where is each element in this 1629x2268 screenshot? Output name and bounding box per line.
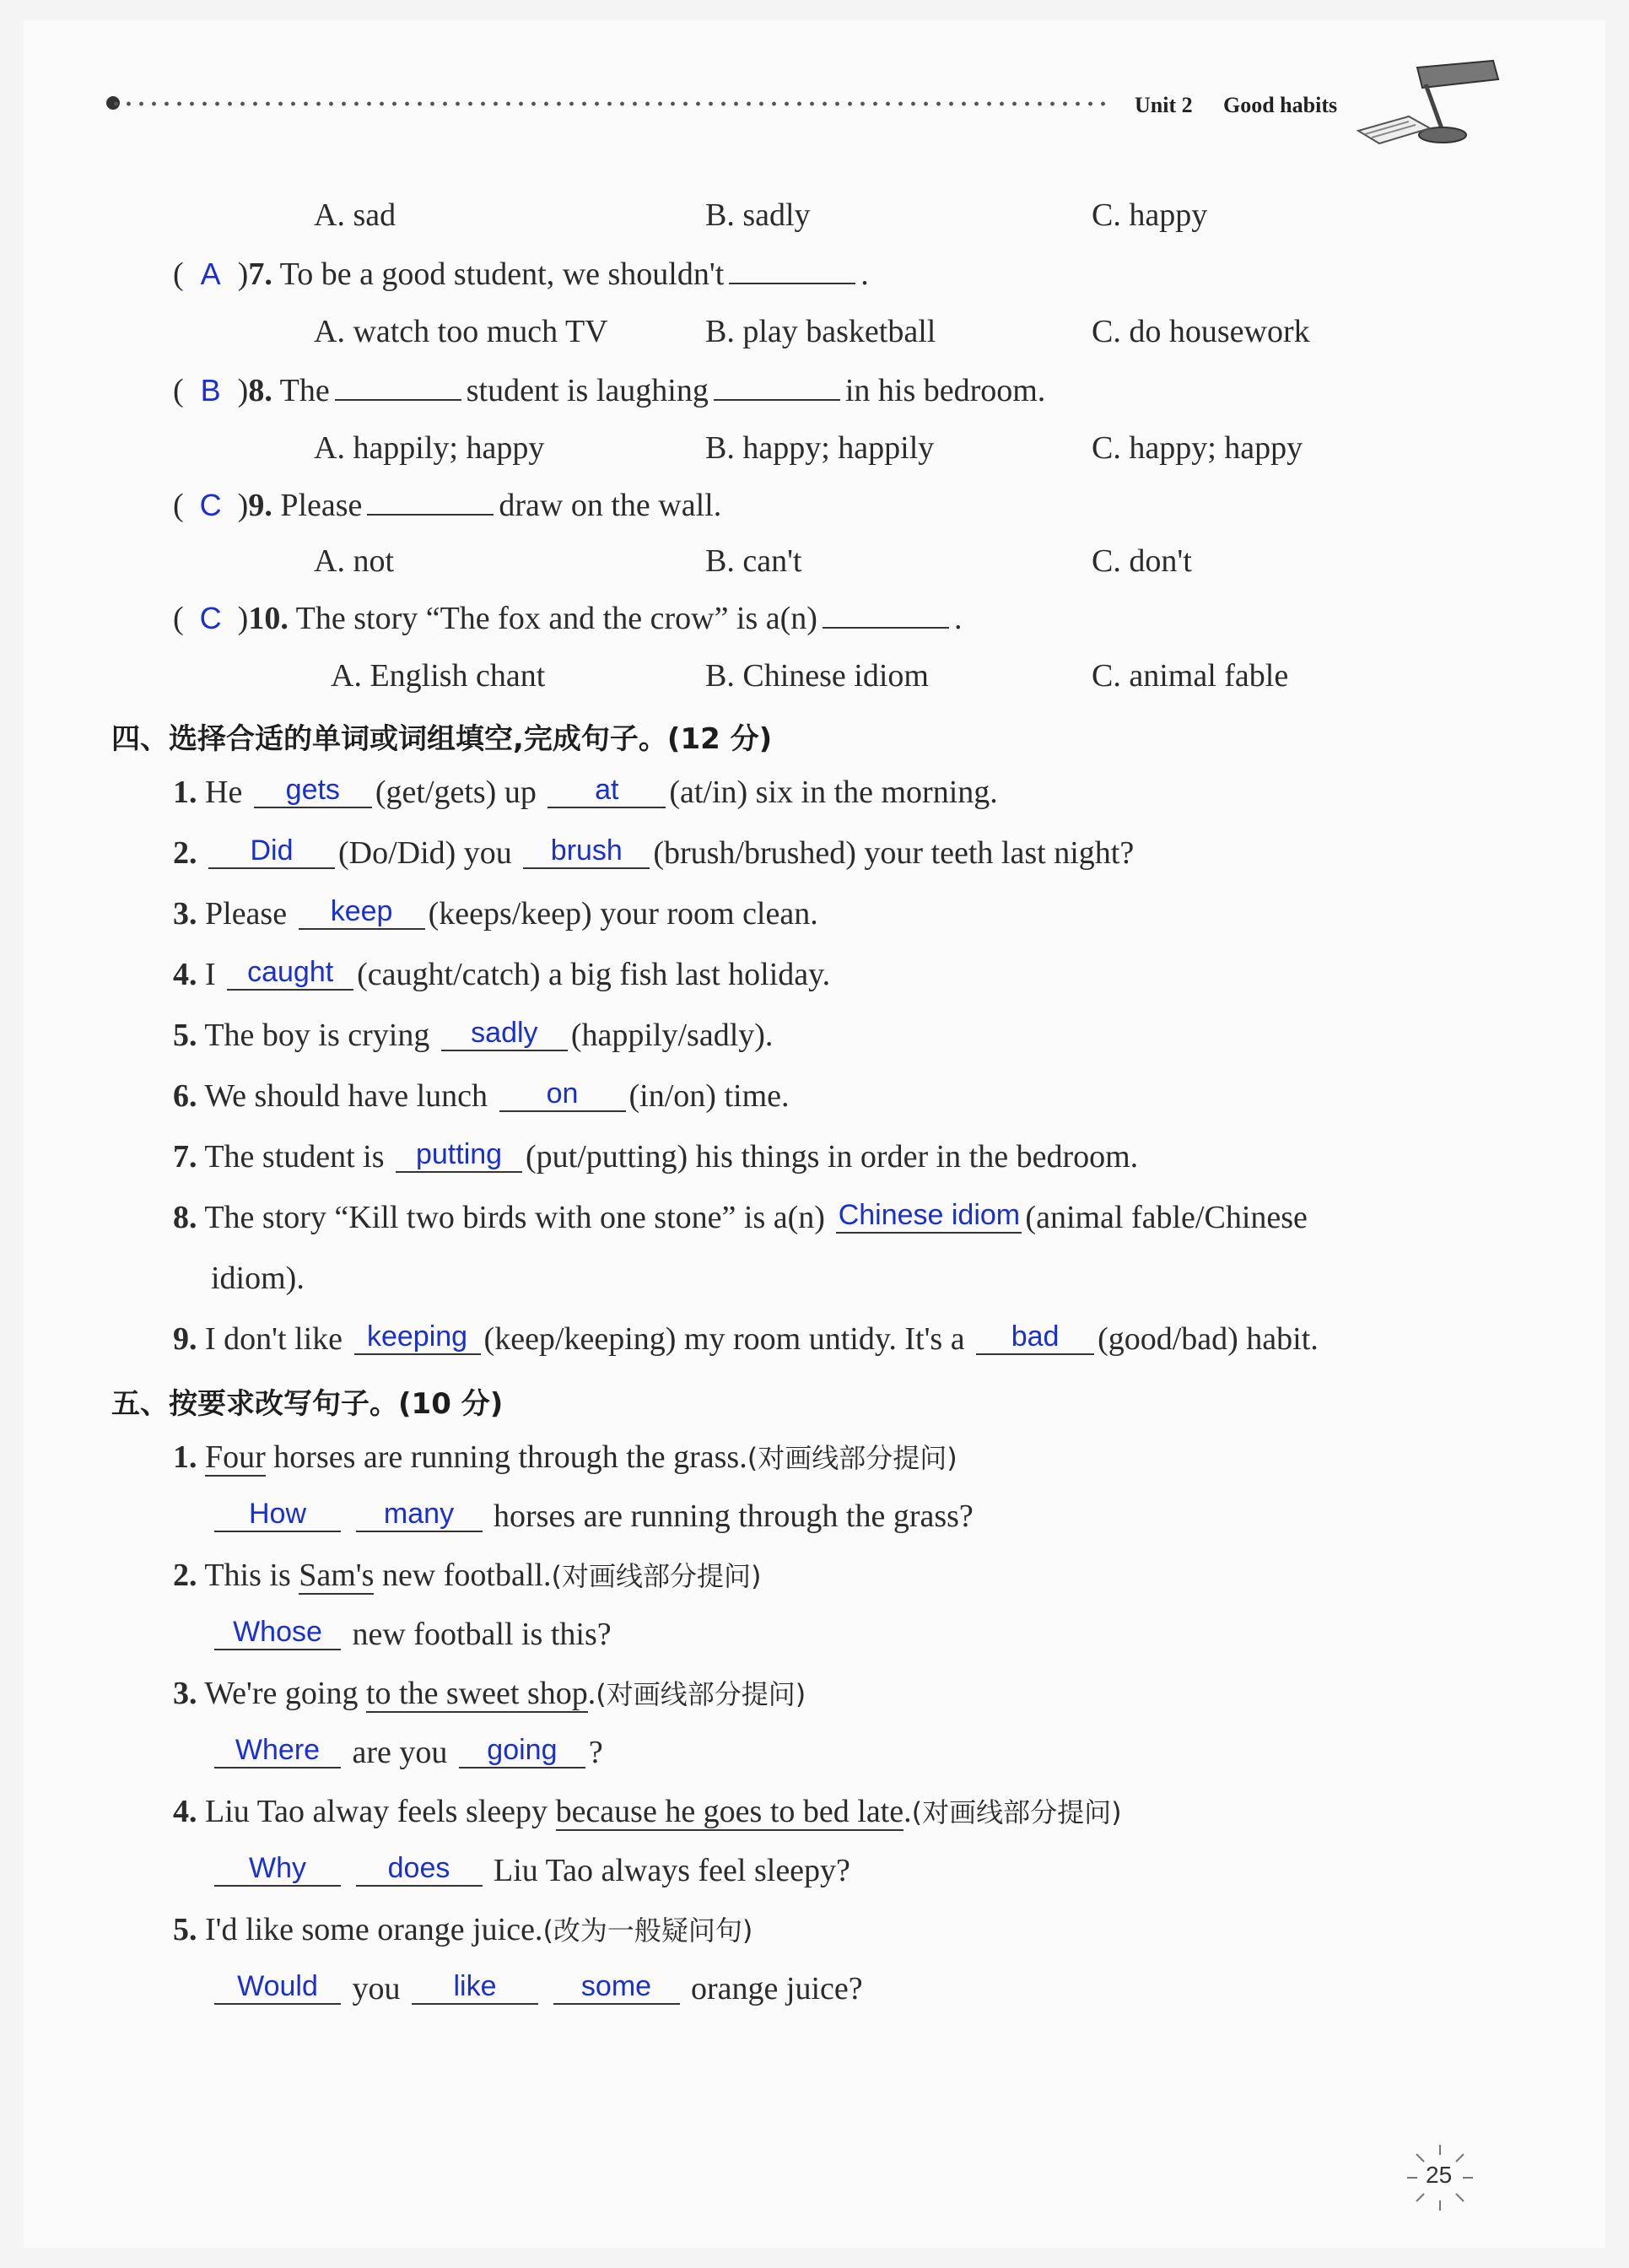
filled-answer: keeping	[354, 1320, 481, 1355]
sentence-text: (put/putting) his things in order in the bedroom.	[526, 1139, 1139, 1174]
q8-option-c: C. happy; happy	[1092, 430, 1303, 466]
sentence-text: (keeps/keep) your room clean.	[428, 896, 818, 932]
fill-item-8	[173, 1198, 1308, 1237]
item-number: 3.	[173, 1676, 197, 1711]
filled-answer: keep	[299, 894, 425, 930]
header-dotted-rule	[110, 101, 1105, 106]
sentence-text: (brush/brushed) your teeth last night?	[653, 835, 1135, 871]
q6-option-a: A. sad	[314, 197, 396, 233]
underlined-part: Sam's	[299, 1558, 375, 1593]
filled-answer: How	[214, 1497, 341, 1532]
question-text: .	[860, 256, 869, 292]
question-text: student is laughing	[466, 373, 709, 408]
q6-option-b: B. sadly	[705, 197, 811, 233]
filled-answer: going	[459, 1733, 585, 1768]
rewrite-item-2	[173, 1556, 761, 1596]
instruction-note: (对画线部分提问)	[551, 1560, 762, 1592]
instruction-note: (对画线部分提问)	[911, 1796, 1122, 1828]
fill-item-5	[173, 1016, 773, 1055]
item-number: 3.	[173, 896, 197, 932]
item-number: 4.	[173, 957, 197, 992]
sentence-text: .	[904, 1794, 912, 1829]
item-number: 1.	[173, 775, 197, 810]
fill-item-3	[173, 894, 818, 933]
question-number: 8.	[248, 373, 272, 408]
q8-option-a: A. happily; happy	[314, 430, 545, 466]
instruction-note: (对画线部分提问)	[747, 1442, 957, 1474]
sentence-text: I don't like	[205, 1321, 343, 1357]
choice-question-10: ( C )10. The story “The fox and the crow” is a(n) .	[173, 601, 963, 636]
question-text: Please	[280, 488, 363, 523]
rewrite-item-5	[173, 1910, 752, 1950]
fill-item-8-continued: idiom).	[211, 1261, 305, 1296]
filled-answer: Did	[208, 834, 335, 869]
sentence-text: new football.	[381, 1558, 552, 1593]
fill-item-9	[173, 1320, 1319, 1358]
item-number: 7.	[173, 1139, 197, 1174]
answer-blank	[729, 256, 855, 284]
sentence-text: (Do/Did) you	[338, 835, 512, 871]
sentence-text: (good/bad) habit.	[1098, 1321, 1319, 1357]
instruction-note: (对画线部分提问)	[596, 1678, 806, 1710]
fill-item-7	[173, 1137, 1138, 1176]
answer-blank	[714, 372, 840, 401]
filled-answer: gets	[254, 773, 372, 808]
filled-answer: some	[553, 1969, 680, 2005]
rewrite-item-1	[173, 1438, 957, 1477]
item-number: 9.	[173, 1321, 197, 1357]
sentence-text: We're going	[204, 1676, 359, 1711]
sentence-text: horses are running through the grass.	[273, 1439, 747, 1475]
rewrite-answer-5	[211, 1969, 863, 2008]
section-4-heading: 四、选择合适的单词或词组填空,完成句子。(12 分)	[111, 722, 773, 756]
sentence-text: (caught/catch) a big fish last holiday.	[357, 957, 831, 992]
question-text: .	[953, 601, 963, 636]
question-text: The story “The fox and the crow” is a(n)	[295, 601, 817, 636]
sentence-text: We should have lunch	[204, 1078, 488, 1114]
item-number: 4.	[173, 1794, 197, 1829]
item-number: 2.	[173, 1558, 197, 1593]
filled-answer: like	[412, 1969, 538, 2005]
item-number: 5.	[173, 1018, 197, 1053]
question-text: in his bedroom.	[844, 373, 1046, 408]
filled-answer: Would	[214, 1969, 341, 2005]
answer-blank	[367, 487, 494, 516]
section-5-heading: 五、按要求改写句子。(10 分)	[111, 1387, 504, 1421]
q6-option-c: C. happy	[1092, 197, 1208, 233]
sentence-text: ?	[588, 1735, 603, 1770]
sentence-text: horses are running through the grass?	[494, 1498, 974, 1534]
choice-question-8: ( B )8. The student is laughing in his bedroom.	[173, 373, 1046, 408]
filled-answer: caught	[227, 955, 353, 991]
filled-answer: at	[547, 773, 666, 808]
sentence-text: Liu Tao alway feels sleepy	[205, 1794, 548, 1829]
sentence-text: The story “Kill two birds with one stone” is a(n)	[204, 1200, 825, 1235]
sentence-text: Liu Tao always feel sleepy?	[494, 1853, 850, 1888]
filled-answer: Why	[214, 1851, 341, 1887]
answer-blank	[823, 600, 949, 629]
fill-item-6	[173, 1077, 790, 1115]
q8-option-b: B. happy; happily	[705, 430, 935, 466]
item-number: 6.	[173, 1078, 197, 1114]
header-unit: Unit 2	[1135, 93, 1193, 117]
filled-answer: bad	[976, 1320, 1094, 1355]
question-number: 7.	[248, 256, 272, 292]
filled-answer: many	[356, 1497, 483, 1532]
sentence-text: (at/in) six in the morning.	[669, 775, 998, 810]
filled-answer: Chinese idiom	[836, 1198, 1022, 1234]
question-text: To be a good student, we shouldn't	[279, 256, 725, 292]
page-number: 25	[1426, 2162, 1453, 2188]
filled-answer: brush	[523, 834, 650, 869]
rewrite-answer-3	[211, 1733, 603, 1772]
fill-item-1	[173, 773, 998, 812]
sentence-text: (get/gets) up	[375, 775, 537, 810]
choice-question-7: ( A )7. To be a good student, we shouldn't .	[173, 256, 869, 292]
filled-answer: does	[356, 1851, 483, 1887]
fill-item-4	[173, 955, 830, 994]
item-number: 5.	[173, 1912, 197, 1947]
q7-option-c: C. do housework	[1092, 314, 1310, 349]
rewrite-answer-4	[211, 1851, 850, 1890]
sentence-text: He	[205, 775, 243, 810]
rewrite-answer-1	[211, 1497, 974, 1536]
instruction-note: (改为一般疑问句)	[542, 1914, 753, 1947]
question-text: The	[279, 373, 330, 408]
sentence-text: The student is	[204, 1139, 385, 1174]
underlined-part: Four	[205, 1439, 266, 1475]
underlined-part: to the sweet shop	[365, 1676, 588, 1711]
filled-answer: Whose	[214, 1615, 341, 1650]
header-title: Good habits	[1223, 93, 1338, 117]
question-text: draw on the wall.	[499, 488, 722, 523]
sentence-text: The boy is crying	[204, 1018, 430, 1053]
rewrite-item-4	[173, 1792, 1122, 1832]
sentence-text: Please	[205, 896, 288, 932]
sentence-text: (keep/keeping) my room untidy. It's a	[483, 1321, 965, 1357]
sentence-text: I	[205, 957, 216, 992]
answer-blank	[335, 372, 461, 401]
filled-answer: Where	[214, 1733, 341, 1768]
q7-option-b: B. play basketball	[705, 314, 936, 349]
q10-option-b: B. Chinese idiom	[705, 658, 929, 694]
filled-answer: on	[499, 1077, 626, 1112]
sentence-text: (happily/sadly).	[570, 1018, 774, 1053]
choice-answer: A	[200, 256, 221, 291]
sentence-text: (animal fable/Chinese	[1025, 1200, 1308, 1235]
choice-answer: C	[199, 601, 222, 635]
question-number: 10.	[248, 601, 289, 636]
item-number: 2.	[173, 835, 197, 871]
item-number: 1.	[173, 1439, 197, 1475]
sentence-text: This is	[204, 1558, 291, 1593]
fill-item-2	[173, 834, 1134, 872]
q9-option-a: A. not	[314, 543, 394, 579]
item-number: 8.	[173, 1200, 197, 1235]
question-number: 9.	[248, 488, 272, 523]
sentence-text: are you	[352, 1735, 448, 1770]
sentence-text: .	[587, 1676, 596, 1711]
desk-lamp-icon	[1350, 51, 1510, 152]
q9-option-c: C. don't	[1092, 543, 1192, 579]
choice-answer: C	[199, 488, 222, 522]
choice-question-9: ( C )9. Please draw on the wall.	[173, 488, 722, 523]
sentence-text: I'd like some orange juice.	[205, 1912, 543, 1947]
q9-option-b: B. can't	[705, 543, 802, 579]
underlined-part: because he goes to bed late	[555, 1794, 904, 1829]
rewrite-item-3	[173, 1674, 806, 1714]
sentence-text: orange juice?	[691, 1971, 863, 2006]
q10-option-a: A. English chant	[331, 658, 546, 694]
choice-answer: B	[200, 373, 221, 408]
sentence-text: new football is this?	[352, 1617, 612, 1652]
q7-option-a: A. watch too much TV	[314, 314, 608, 349]
rewrite-answer-2	[211, 1615, 612, 1654]
filled-answer: putting	[396, 1137, 522, 1173]
sentence-text: you	[352, 1971, 401, 2006]
sentence-text: (in/on) time.	[628, 1078, 790, 1114]
q10-option-c: C. animal fable	[1092, 658, 1289, 694]
filled-answer: sadly	[441, 1016, 568, 1051]
